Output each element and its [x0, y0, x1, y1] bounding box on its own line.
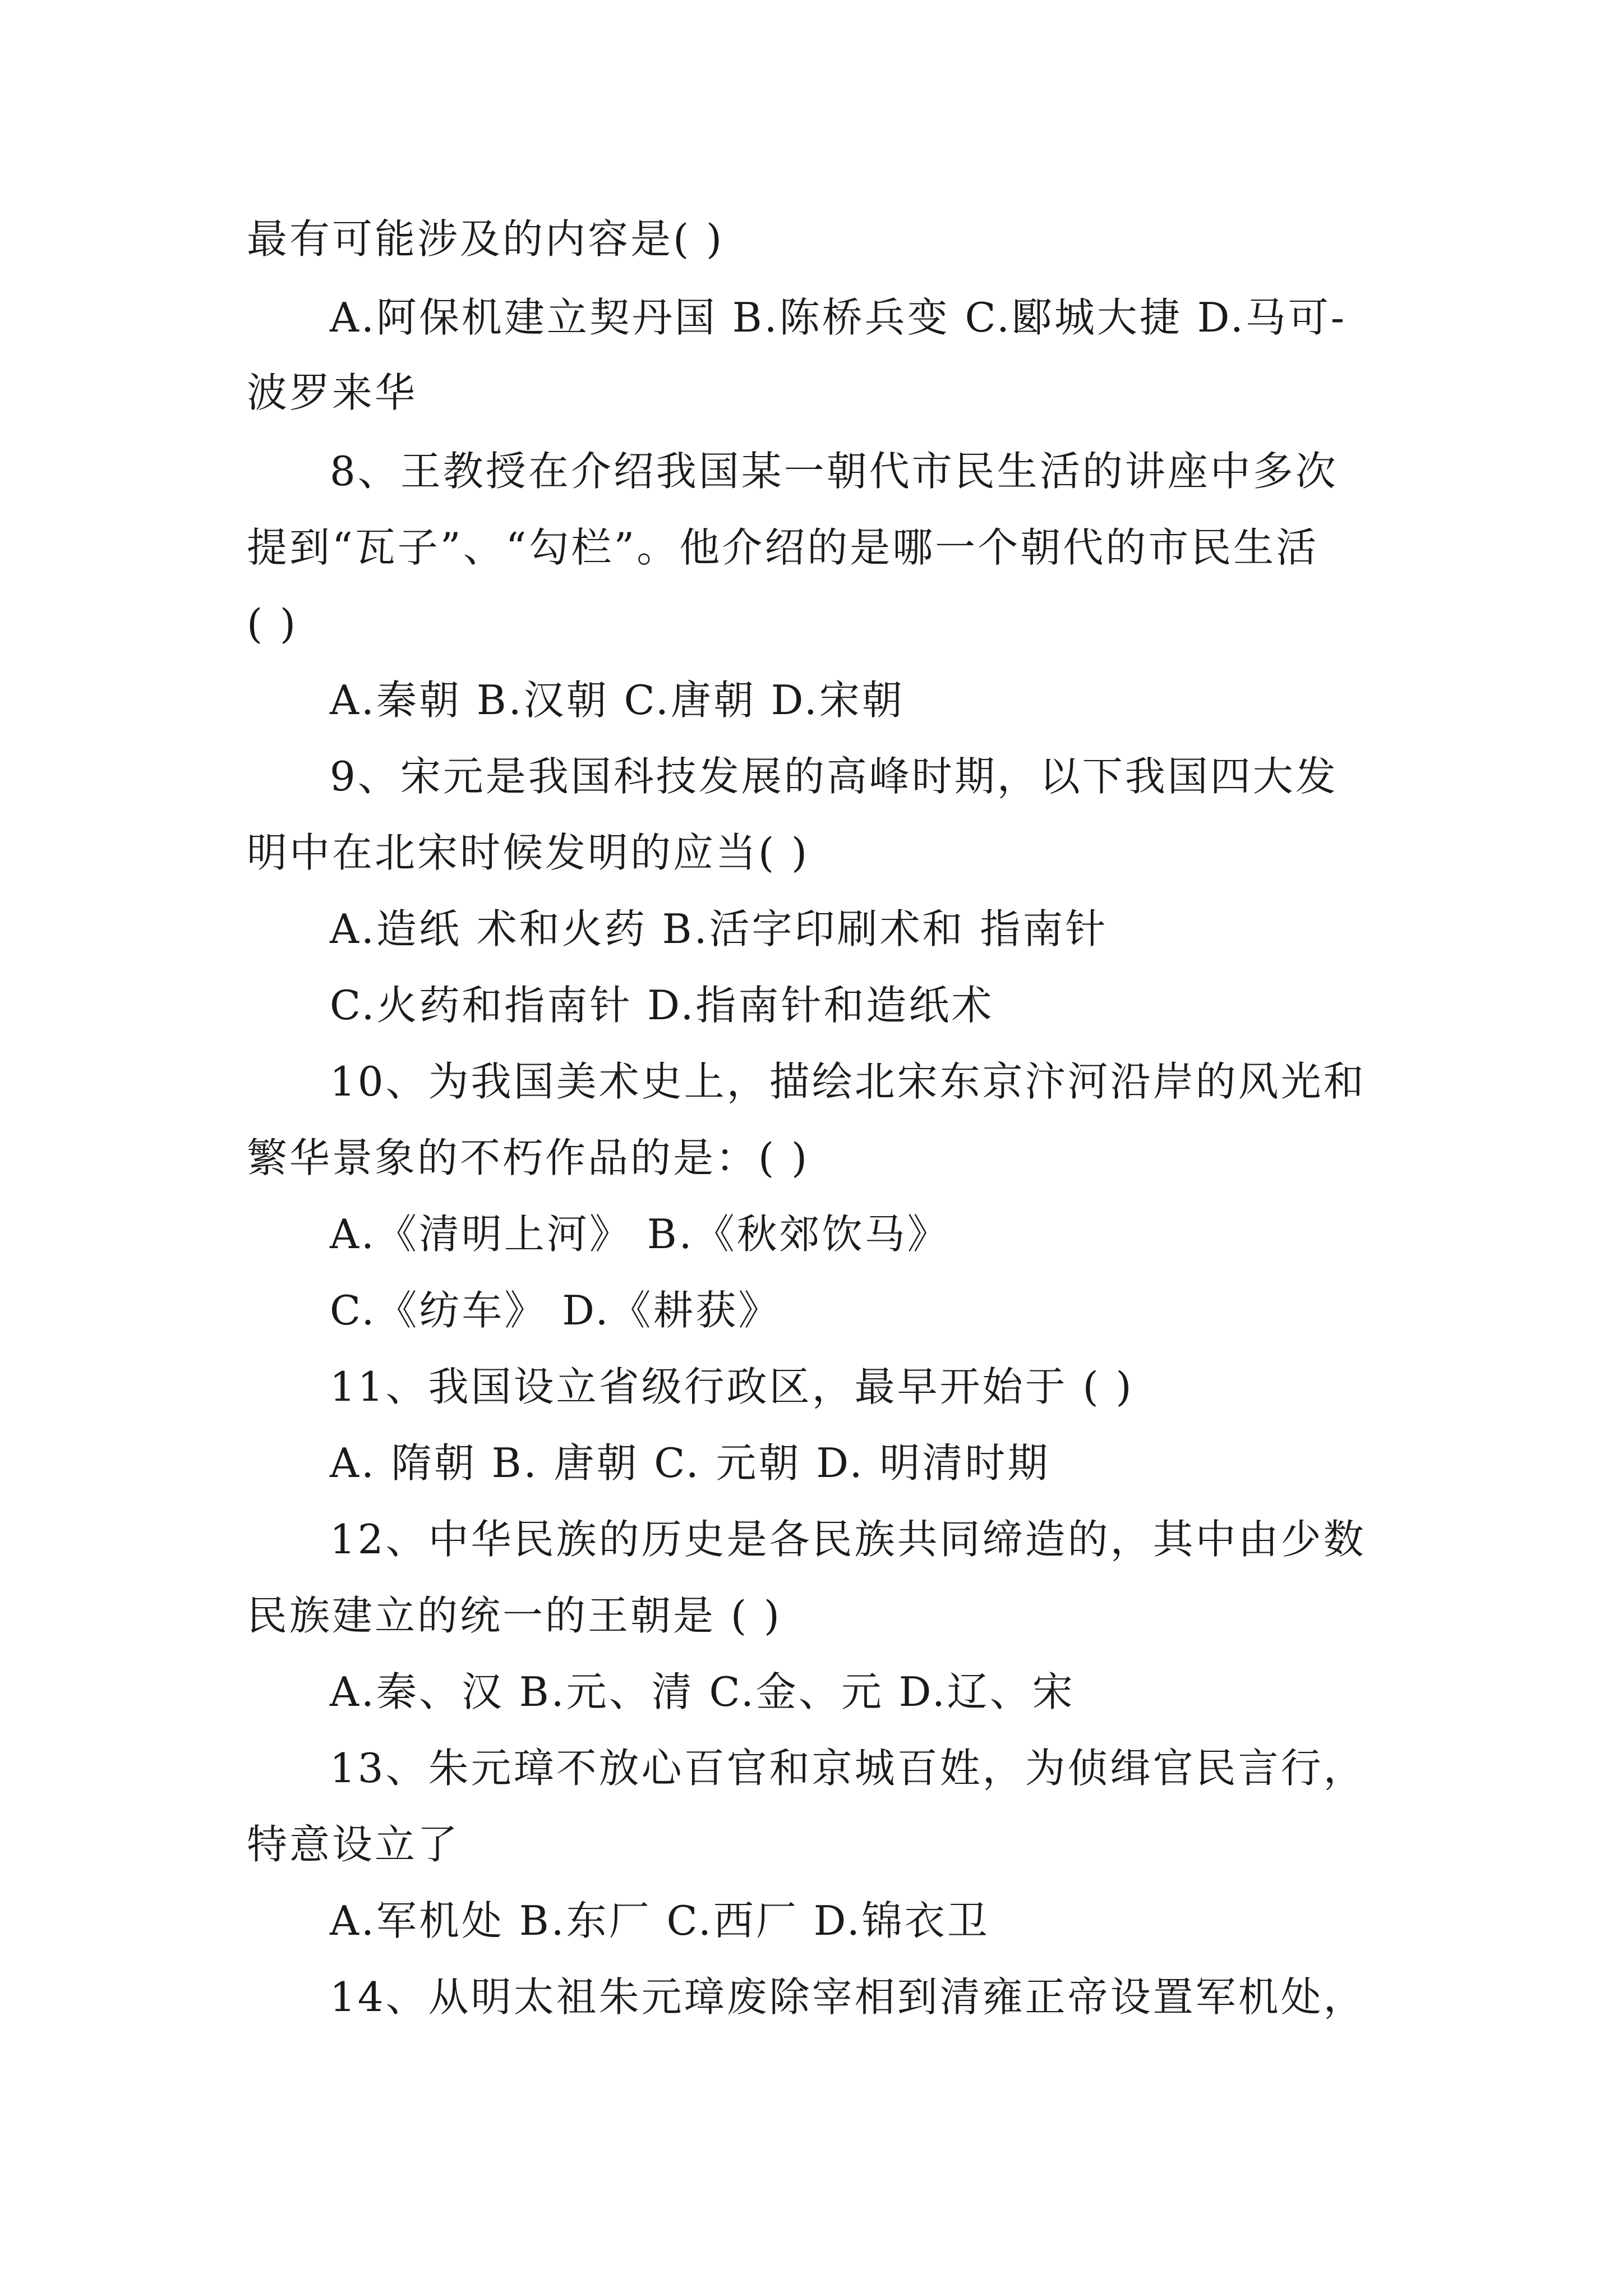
q9-stem-cont: 明中在北宋时候发明的应当( ): [247, 829, 810, 876]
q13-options: A.军机处 B.东厂 C.西厂 D.锦衣卫: [330, 1897, 990, 1944]
q7-stem-end: 最有可能涉及的内容是( ): [247, 215, 725, 263]
q11-stem: 11、我国设立省级行政区，最早开始于 ( ): [330, 1363, 1134, 1410]
q10-options-cd: C.《纺车》 D.《耕获》: [330, 1287, 781, 1334]
q9-options-ab: A.造纸 术和火药 B.活字印刷术和 指南针: [330, 905, 1108, 953]
q8-stem: 8、王教授在介绍我国某一朝代市民生活的讲座中多次: [330, 448, 1338, 495]
q10-stem-cont: 繁华景象的不朽作品的是：( ): [247, 1134, 810, 1181]
q13-stem: 13、朱元璋不放心百官和京城百姓，为侦缉官民言行，: [330, 1745, 1366, 1792]
q12-options: A.秦、汉 B.元、清 C.金、元 D.辽、宋: [330, 1668, 1075, 1715]
q9-stem: 9、宋元是我国科技发展的高峰时期，以下我国四大发: [330, 753, 1338, 800]
q8-options: A.秦朝 B.汉朝 C.唐朝 D.宋朝: [330, 677, 905, 724]
q13-stem-cont: 特意设立了: [247, 1821, 460, 1868]
q8-stem-cont: 提到“瓦子”、“勾栏”。他介绍的是哪一个朝代的市民生活: [247, 524, 1319, 571]
q7-options: A.阿保机建立契丹国 B.陈桥兵变 C.郾城大捷 D.马可-: [330, 294, 1347, 341]
q7-options-cont: 波罗来华: [247, 369, 418, 416]
q8-stem-end: ( ): [247, 600, 298, 647]
q10-stem: 10、为我国美术史上，描绘北宋东京汴河沿岸的风光和: [330, 1058, 1366, 1105]
q11-options: A. 隋朝 B. 唐朝 C. 元朝 D. 明清时期: [330, 1439, 1050, 1487]
q10-options-ab: A.《清明上河》 B.《秋郊饮马》: [330, 1211, 950, 1258]
q9-options-cd: C.火药和指南针 D.指南针和造纸术: [330, 982, 994, 1029]
q12-stem: 12、中华民族的历史是各民族共同缔造的，其中由少数: [330, 1516, 1366, 1563]
q14-stem: 14、从明太祖朱元璋废除宰相到清雍正帝设置军机处，: [330, 1973, 1366, 2021]
q12-stem-cont: 民族建立的统一的王朝是 ( ): [247, 1592, 782, 1639]
